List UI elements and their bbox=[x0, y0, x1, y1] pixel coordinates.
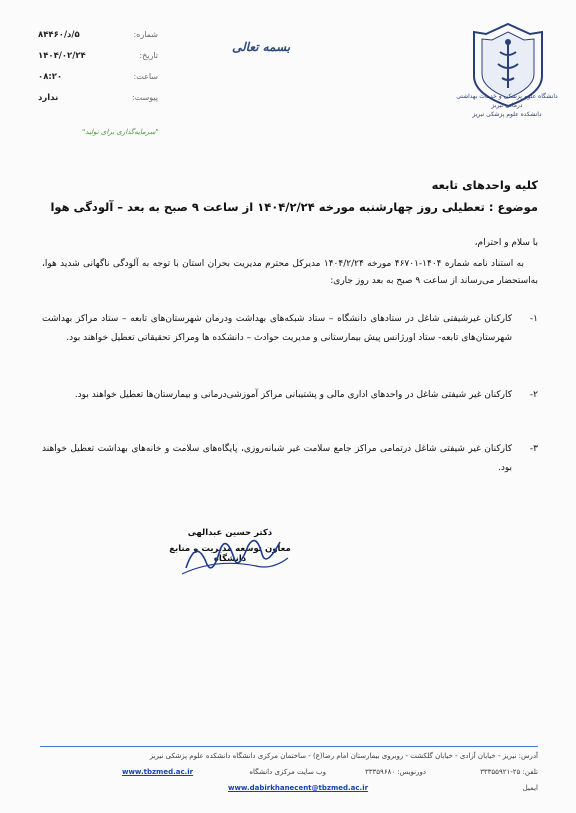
footer-email-link[interactable]: www.dabirkhanecent@tbzmed.ac.ir bbox=[228, 784, 369, 792]
footer-phone: تلفن: ۲۵-۳۳۳۵۵۹۲۱ bbox=[480, 768, 538, 776]
signatory-title: معاون توسعه مدیریت و منابع دانشگاه bbox=[169, 544, 291, 564]
motto-text: "سرمایه‌گذاری برای تولید" bbox=[82, 128, 159, 136]
footer-website-link[interactable]: www.tbzmed.ac.ir bbox=[122, 768, 194, 776]
item-text: کارکنان غیرشیفتی شاغل در ستادهای دانشگاه – ستاد شبکه‌های بهداشت ودرمان شهرستان‌های تابعه – ستاد مراکز بهداشت شهرستان‌های تابعه- ستاد اورژانس پیش بیمارستانی و مدیریت حوادث – دانشکده ها ومراکز تحقیقاتی تعطیل خواهند بود. bbox=[42, 314, 512, 343]
date-label: تاریخ: bbox=[139, 51, 158, 60]
number-label: شماره: bbox=[133, 30, 158, 39]
item-text: کارکنان غیر شیفتی شاغل در واحدهای اداری مالی و پشتیبانی مراکز آموزشی‌درمانی و بیمارستان‌ها تعطیل خواهند بود. bbox=[74, 390, 512, 400]
time-label: ساعت: bbox=[133, 72, 158, 81]
item-number: ۲- bbox=[529, 390, 538, 400]
logo-school-name: دانشکده علوم پزشکی نیریز bbox=[472, 111, 542, 118]
letter-recipient: کلیه واحدهای تابعه bbox=[431, 178, 538, 192]
signatory-name: دکتر حسین عبدالهی bbox=[187, 528, 273, 538]
time-row bbox=[38, 72, 158, 93]
letter-intro: به استناد نامه شماره ۱۴۰۴-۴۶۷۰۱ مورخه ۱۴۰۴/۲/۲۴ مدیرکل محترم مدیریت بحران استان با توجه به آلودگی ناگهانی شدید هوا، به‌استحضار می‌رساند از ساعت ۹ صبح به بعد روز جاری: bbox=[42, 259, 538, 286]
letter-salutation: با سلام و احترام، bbox=[474, 238, 538, 248]
logo-university-name: دانشگاه علوم پزشکی و خدمات بهداشتی درمانی تبریز bbox=[456, 93, 558, 109]
letter-subject: موضوع : تعطیلی روز چهارشنبه مورخه ۱۴۰۴/۲/۲۴ از ساعت ۹ صبح به بعد – آلودگی هوا bbox=[50, 200, 538, 214]
number-value: ۵/د/۸۴۴۶۰ bbox=[38, 30, 80, 40]
date-row bbox=[38, 51, 158, 72]
footer-email-label: ایمیل bbox=[522, 784, 538, 792]
item-number: ۳- bbox=[529, 444, 538, 454]
item-number: ۱- bbox=[529, 314, 538, 324]
footer-divider bbox=[40, 746, 538, 747]
attachment-value: ندارد bbox=[38, 93, 59, 103]
basmala-heading: بسمه تعالی bbox=[232, 40, 291, 54]
time-value: ۰۸:۲۰ bbox=[38, 72, 63, 82]
letter-meta bbox=[38, 30, 158, 114]
attachment-label: پیوست: bbox=[131, 93, 158, 102]
footer-website-label: وب سایت مرکزی دانشگاه bbox=[249, 768, 326, 776]
list-item bbox=[42, 386, 538, 405]
footer-address: آدرس: نیریز - خیابان آزادی - خیابان گلکشت - روبروی بیمارستان امام رضا(ع) - ساختمان مرکزی دانشگاه دانشکده علوم پزشکی نیریز bbox=[149, 752, 538, 760]
list-item bbox=[42, 310, 538, 348]
list-item bbox=[42, 440, 538, 478]
footer-fax: دورنویس: ۳۳۳۵۹۶۸۰ bbox=[365, 768, 426, 776]
number-row bbox=[38, 30, 158, 51]
item-text: کارکنان غیر شیفتی شاغل درتمامی مراکز جامع سلامت غیر شبانه‌روزی، پایگاه‌های سلامت و خانه‌های بهداشت تعطیل خواهند بود. bbox=[42, 444, 512, 473]
attachment-row bbox=[38, 93, 158, 114]
handwritten-signature-icon bbox=[176, 528, 296, 580]
date-value: ۱۴۰۴/۰۲/۲۴ bbox=[38, 51, 86, 61]
logo-caption bbox=[454, 92, 560, 119]
